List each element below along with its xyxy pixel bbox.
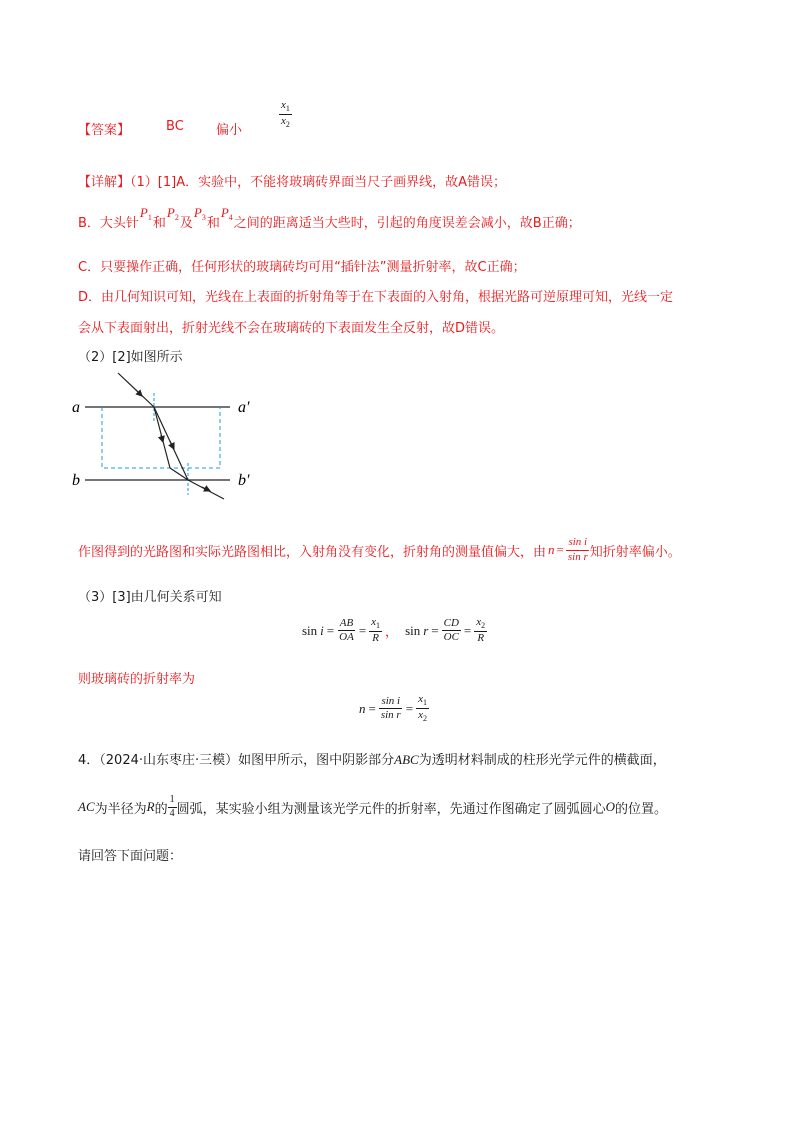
f3-num-x: x [418, 693, 423, 705]
detail-part1-intro: （1）[1]A．实验中，不能将玻璃砖界面当尺子画界线，故A错误； [130, 175, 506, 190]
b-p3: P [193, 205, 202, 220]
q4-quarter [168, 795, 177, 819]
detail-line-d2: 会从下表面射出，折射光线不会在玻璃砖的下表面发生全反射，故D错误。 [78, 321, 505, 336]
q4-line1-tail: 为透明材料制成的柱形光学元件的横截面， [418, 753, 666, 768]
f3-den-x-sub: 2 [422, 714, 427, 724]
label-b: b [72, 472, 80, 489]
f3-eq1: = [368, 700, 376, 716]
label-b-prime: b′ [238, 472, 250, 489]
f1-i: i [320, 622, 324, 638]
q4-number: 4． [78, 753, 100, 768]
b-p4: P [220, 205, 229, 220]
answer-3-fraction [279, 100, 292, 130]
dashed-frame [102, 407, 220, 468]
emergent-arrow [202, 487, 210, 491]
formula-sin-i-sin-r [302, 617, 487, 645]
detail-line-c: C．只要操作正确，任何形状的玻璃砖均可用“插针法”测量折射率，故C正确； [78, 260, 526, 275]
f2-den-oc: OC [443, 631, 459, 644]
answer-3-num-sub: 1 [285, 104, 290, 113]
q4-line2-c: 的位置。 [615, 801, 668, 817]
b-and-2: 和 [206, 216, 220, 231]
conclusion-line [78, 537, 681, 563]
label-a: a [72, 399, 80, 416]
f1-num-ab: AB [338, 618, 355, 632]
detail-line-b [78, 205, 581, 232]
answer-2: 偏小 [216, 123, 243, 138]
f2-eq2: = [463, 622, 472, 638]
q4-ac: AC [78, 799, 95, 814]
q4-line-1 [78, 749, 666, 768]
q4-quarter-den: 4 [169, 807, 175, 819]
b-prefix: B．大头针 [78, 216, 139, 231]
conclusion-pre: 作图得到的光路图和实际光路图相比，入射角没有变化，折射角的测量值偏大，由 [78, 544, 547, 560]
f2-num-x: x [476, 616, 482, 628]
f1-den-oa: OA [339, 631, 354, 644]
f1-comma: ， [385, 624, 399, 640]
b-p2-sub: 2 [174, 213, 179, 222]
answer-1: BC [166, 119, 184, 134]
conclusion-eq: = [556, 542, 564, 558]
q4-o: O [605, 799, 616, 814]
answer-3-den: x [281, 115, 286, 128]
detail-line-1 [78, 171, 506, 190]
light-path-figure [60, 365, 280, 505]
conclusion-post: 知折射率偏小。 [589, 544, 681, 560]
label-a-prime: a′ [238, 399, 250, 416]
b-ji: 及 [179, 216, 193, 231]
q4-r: R [146, 799, 155, 814]
answer-3-num: x [281, 99, 286, 111]
part3-label: （3）[3]由几何关系可知 [78, 590, 222, 605]
f2-num-cd: CD [442, 618, 461, 632]
b-p2: P [166, 205, 175, 220]
f1-den-r: R [372, 632, 379, 645]
f2-den-r: R [477, 632, 485, 645]
q4-line2-b: 圆弧，某实验小组为测量该光学元件的折射率，先通过作图确定了圆弧圆心 [176, 801, 606, 817]
b-p3-sub: 3 [201, 213, 206, 222]
conclusion-n: n [548, 542, 555, 558]
q4-line-2 [78, 795, 667, 819]
f3-num-sini: sin i [379, 696, 402, 710]
incident-arrow [136, 390, 142, 396]
b-suffix: 之间的距离适当大些时，引起的角度误差会减小，故B正确； [233, 216, 581, 231]
detail-line-d1: D．由几何知识可知，光线在上表面的折射角等于在下表面的入射角，根据光路可逆原理可知，光线一定 [78, 290, 674, 305]
q4-abc: ABC [394, 752, 419, 767]
part2-label: （2）[2]如图所示 [78, 350, 183, 365]
q4-source: （2024·山东枣庄·三模） [99, 753, 239, 768]
q4-line-3: 请回答下面问题： [78, 849, 183, 864]
f3-den-sinr: sin r [380, 709, 401, 722]
f1-sin: sin [302, 622, 318, 638]
f1-eq1: = [326, 622, 335, 638]
q4-quarter-num: 1 [168, 795, 177, 808]
b-p1: P [139, 205, 148, 220]
q4-line2-a: 为半径为 [94, 801, 147, 817]
f2-r: r [423, 622, 429, 638]
f3-den-x: x [418, 709, 423, 722]
answer-label: 【答案】 [78, 123, 131, 138]
refracted-arrow-2 [170, 441, 174, 449]
b-and-1: 和 [152, 216, 166, 231]
detail-label: 【详解】 [78, 175, 131, 190]
f1-num-x-sub: 1 [376, 621, 381, 630]
f1-eq2: = [358, 622, 367, 638]
then-line: 则玻璃砖的折射率为 [78, 672, 196, 687]
conclusion-num: sin i [566, 537, 589, 551]
conclusion-den: sin r [567, 550, 588, 563]
f3-eq2: = [405, 700, 414, 716]
f3-num-x-sub: 1 [422, 698, 427, 707]
f3-n: n [359, 700, 366, 716]
q4-line1-rest: 如图甲所示，图中阴影部分 [238, 753, 395, 768]
answer-3-den-sub: 2 [285, 120, 290, 130]
q4-line2-de: 的 [154, 801, 168, 817]
f2-sin: sin [405, 622, 421, 638]
b-p1-sub: 1 [147, 213, 152, 222]
b-p4-sub: 4 [228, 213, 233, 222]
f2-eq1: = [431, 622, 439, 638]
f1-num-x: x [371, 616, 377, 628]
conclusion-fraction [566, 537, 590, 563]
formula-n [359, 694, 429, 724]
f2-num-x-sub: 2 [481, 621, 486, 630]
